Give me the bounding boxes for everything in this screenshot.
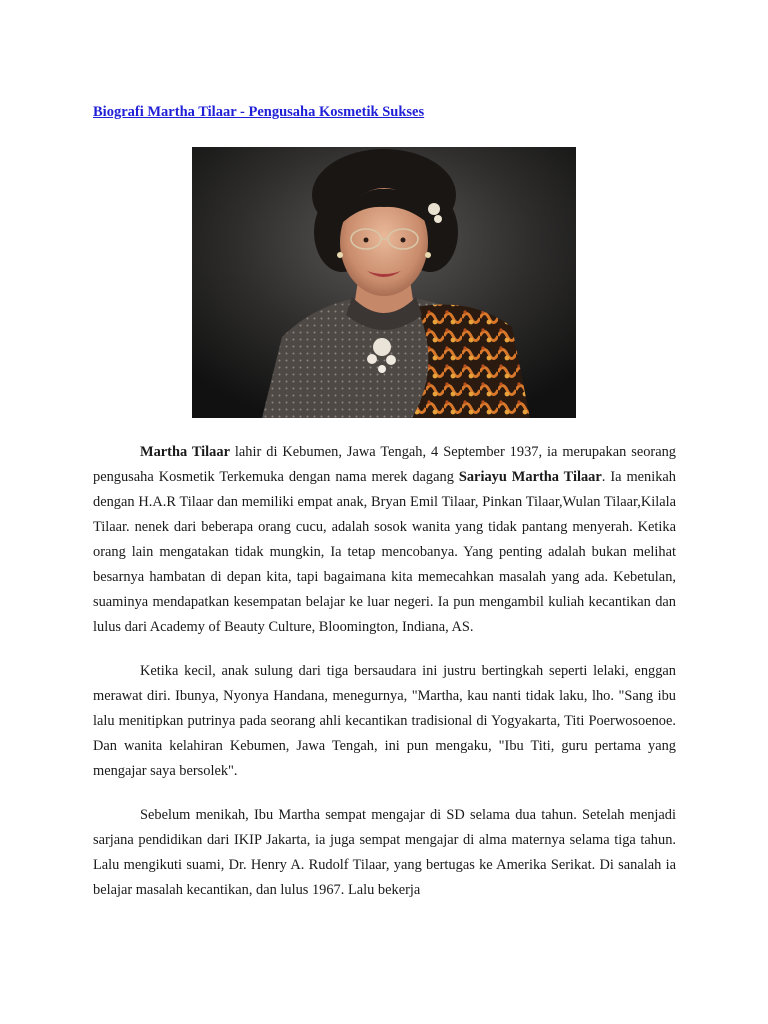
bold-name: Martha Tilaar xyxy=(140,444,230,460)
paragraph-1-text-b: . Ia menikah dengan H.A.R Tilaar dan memiliki empat anak, Bryan Emil Tilaar, Pinkan Tilaar,Wulan Tilaar,Kilala Tilaar. nenek dari beberapa orang cucu, adalah sosok wanita yang tidak pantang menyerah. Ketika orang lain mengatakan tidak mungkin, Ia tetap mencobanya. Yang penting adalah bukan melihat besarnya hambatan di depan kita, tapi bagaimana kita memecahkan masalah yang ada. Kebetulan, suaminya mendapatkan kesempatan belajar ke luar negeri. Ia pun mengambil kuliah kecantikan dan lulus dari Academy of Beauty Culture, Bloomington, Indiana, AS. xyxy=(93,469,677,635)
paragraph-3: Sebelum menikah, Ibu Martha sempat mengajar di SD selama dua tahun. Setelah menjadi sarjana pendidikan dari IKIP Jakarta, ia juga sempat mengajar di alma maternya selama tiga tahun. Lalu mengikuti suami, Dr. Henry A. Rudolf Tilaar, yang bertugas ke Amerika Serikat. Di sanalah ia belajar masalah kecantikan, dan lulus 1967. Lalu bekerja xyxy=(93,807,676,898)
portrait-photo-icon xyxy=(192,147,576,418)
paragraph-1 xyxy=(93,440,676,640)
portrait-photo xyxy=(192,147,576,418)
paragraph-2: Ketika kecil, anak sulung dari tiga bersaudara ini justru bertingkah seperti lelaki, enggan merawat diri. Ibunya, Nyonya Handana, menegurnya, "Martha, kau nanti tidak laku, lho. "Sang ibu lalu menitipkan putrinya pada seorang ahli kecantikan tradisional di Yogyakarta, Titi Poerwosoenoe. Dan wanita kelahiran Kebumen, Jawa Tengah, ini pun mengaku, "Ibu Titi, guru pertama yang mengajar saya bersolek". xyxy=(93,663,676,779)
article-body xyxy=(93,440,676,922)
bold-brand: Sariayu Martha Tilaar xyxy=(458,469,602,485)
document-page xyxy=(93,0,676,1024)
paragraph-1-text-a: lahir di Kebumen, Jawa Tengah, 4 September 1937, ia merupakan seorang pengusaha Kosmetik Terkemuka dengan nama merek dagang xyxy=(93,444,676,485)
title-link[interactable]: Biografi Martha Tilaar - Pengusaha Kosmetik Sukses xyxy=(93,104,425,120)
